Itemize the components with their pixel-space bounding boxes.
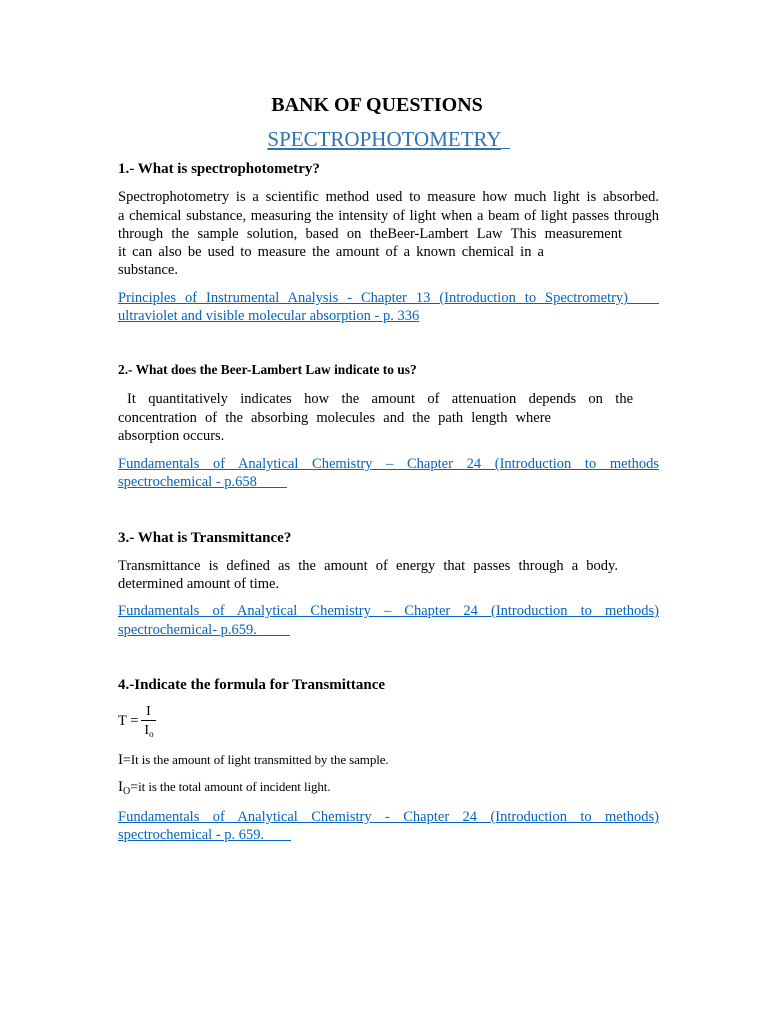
reference-link-text[interactable]: spectrochemical - p.658 bbox=[118, 474, 257, 490]
reference-link-line[interactable] bbox=[118, 621, 290, 639]
reference-link-line[interactable] bbox=[118, 826, 291, 844]
answer-line: Spectrophotometry is a scientific method used to measure how much light is absorbed. bbox=[118, 189, 659, 205]
definition-text: it is the total amount of incident light. bbox=[138, 779, 331, 794]
reference-link-line[interactable] bbox=[118, 602, 659, 620]
denominator-subscript: o bbox=[149, 729, 154, 739]
definition-subscript: O bbox=[123, 786, 131, 797]
definition-symbol: I bbox=[118, 752, 123, 768]
answer-line: substance. bbox=[118, 262, 178, 278]
formula-numerator: I bbox=[146, 704, 151, 719]
link-underline bbox=[264, 840, 291, 841]
definition-relation: = bbox=[123, 753, 131, 768]
reference-link-text[interactable]: ultraviolet and visible molecular absorption - p. 336 bbox=[118, 308, 420, 324]
definition-incident-light bbox=[118, 778, 330, 796]
answer-line: it can also be used to measure the amount of a known chemical in a bbox=[118, 244, 544, 260]
reference-link-text[interactable]: spectrochemical - p. 659. bbox=[118, 827, 265, 843]
link-underline bbox=[257, 487, 287, 488]
subtitle-underline bbox=[502, 148, 510, 149]
definition-symbol: I bbox=[118, 779, 123, 795]
fraction-bar bbox=[141, 720, 156, 721]
subtitle-text: SPECTROPHOTOMETRY bbox=[267, 127, 502, 151]
reference-link-text[interactable]: Principles of Instrumental Analysis - Chapter 13 (Introduction to Spectrometry) bbox=[118, 290, 628, 306]
definition-relation: = bbox=[130, 780, 139, 795]
reference-link-text[interactable]: Fundamentals of Analytical Chemistry – Chapter 24 (Introduction to methods bbox=[118, 456, 659, 472]
definition-text: It is the amount of light transmitted by the sample. bbox=[130, 752, 389, 767]
reference-link-line[interactable] bbox=[118, 473, 287, 491]
reference-link-line[interactable] bbox=[118, 307, 419, 325]
reference-link-line[interactable] bbox=[118, 455, 659, 473]
reference-link-text[interactable]: spectrochemical- p.659. bbox=[118, 622, 257, 638]
answer-line: through the sample solution, based on theBeer-Lambert Law This measurement bbox=[118, 226, 622, 242]
page-title: BANK OF QUESTIONS bbox=[271, 94, 483, 116]
question-heading: 4.-Indicate the formula for Transmittance bbox=[118, 677, 386, 693]
denominator-symbol: I bbox=[144, 723, 150, 738]
question-heading: 1.- What is spectrophotometry? bbox=[118, 161, 320, 177]
reference-link-line[interactable] bbox=[118, 289, 659, 307]
formula-denominator bbox=[141, 722, 157, 740]
reference-link-text[interactable]: Fundamentals of Analytical Chemistry - Chapter 24 (Introduction to methods) bbox=[118, 809, 659, 825]
answer-line: It quantitatively indicates how the amount of attenuation depends on the bbox=[127, 391, 633, 407]
page-subtitle bbox=[118, 126, 659, 152]
reference-link-line[interactable] bbox=[118, 808, 659, 826]
answer-line: determined amount of time. bbox=[118, 576, 280, 592]
formula-lhs: T = bbox=[118, 713, 139, 729]
reference-link-text[interactable]: Fundamentals of Analytical Chemistry – Chapter 24 (Introduction to methods) bbox=[118, 603, 659, 619]
link-underline bbox=[628, 303, 659, 304]
question-heading: 3.- What is Transmittance? bbox=[118, 530, 292, 546]
link-underline bbox=[257, 635, 290, 636]
answer-line: a chemical substance, measuring the intensity of light when a beam of light passes through bbox=[118, 208, 659, 224]
answer-line: Transmittance is defined as the amount of energy that passes through a body. bbox=[118, 558, 618, 574]
question-heading: 2.- What does the Beer-Lambert Law indicate to us? bbox=[118, 362, 417, 377]
answer-line: concentration of the absorbing molecules and the path length where bbox=[118, 410, 551, 426]
answer-line: absorption occurs. bbox=[118, 428, 225, 444]
definition-transmitted-light bbox=[118, 751, 389, 769]
